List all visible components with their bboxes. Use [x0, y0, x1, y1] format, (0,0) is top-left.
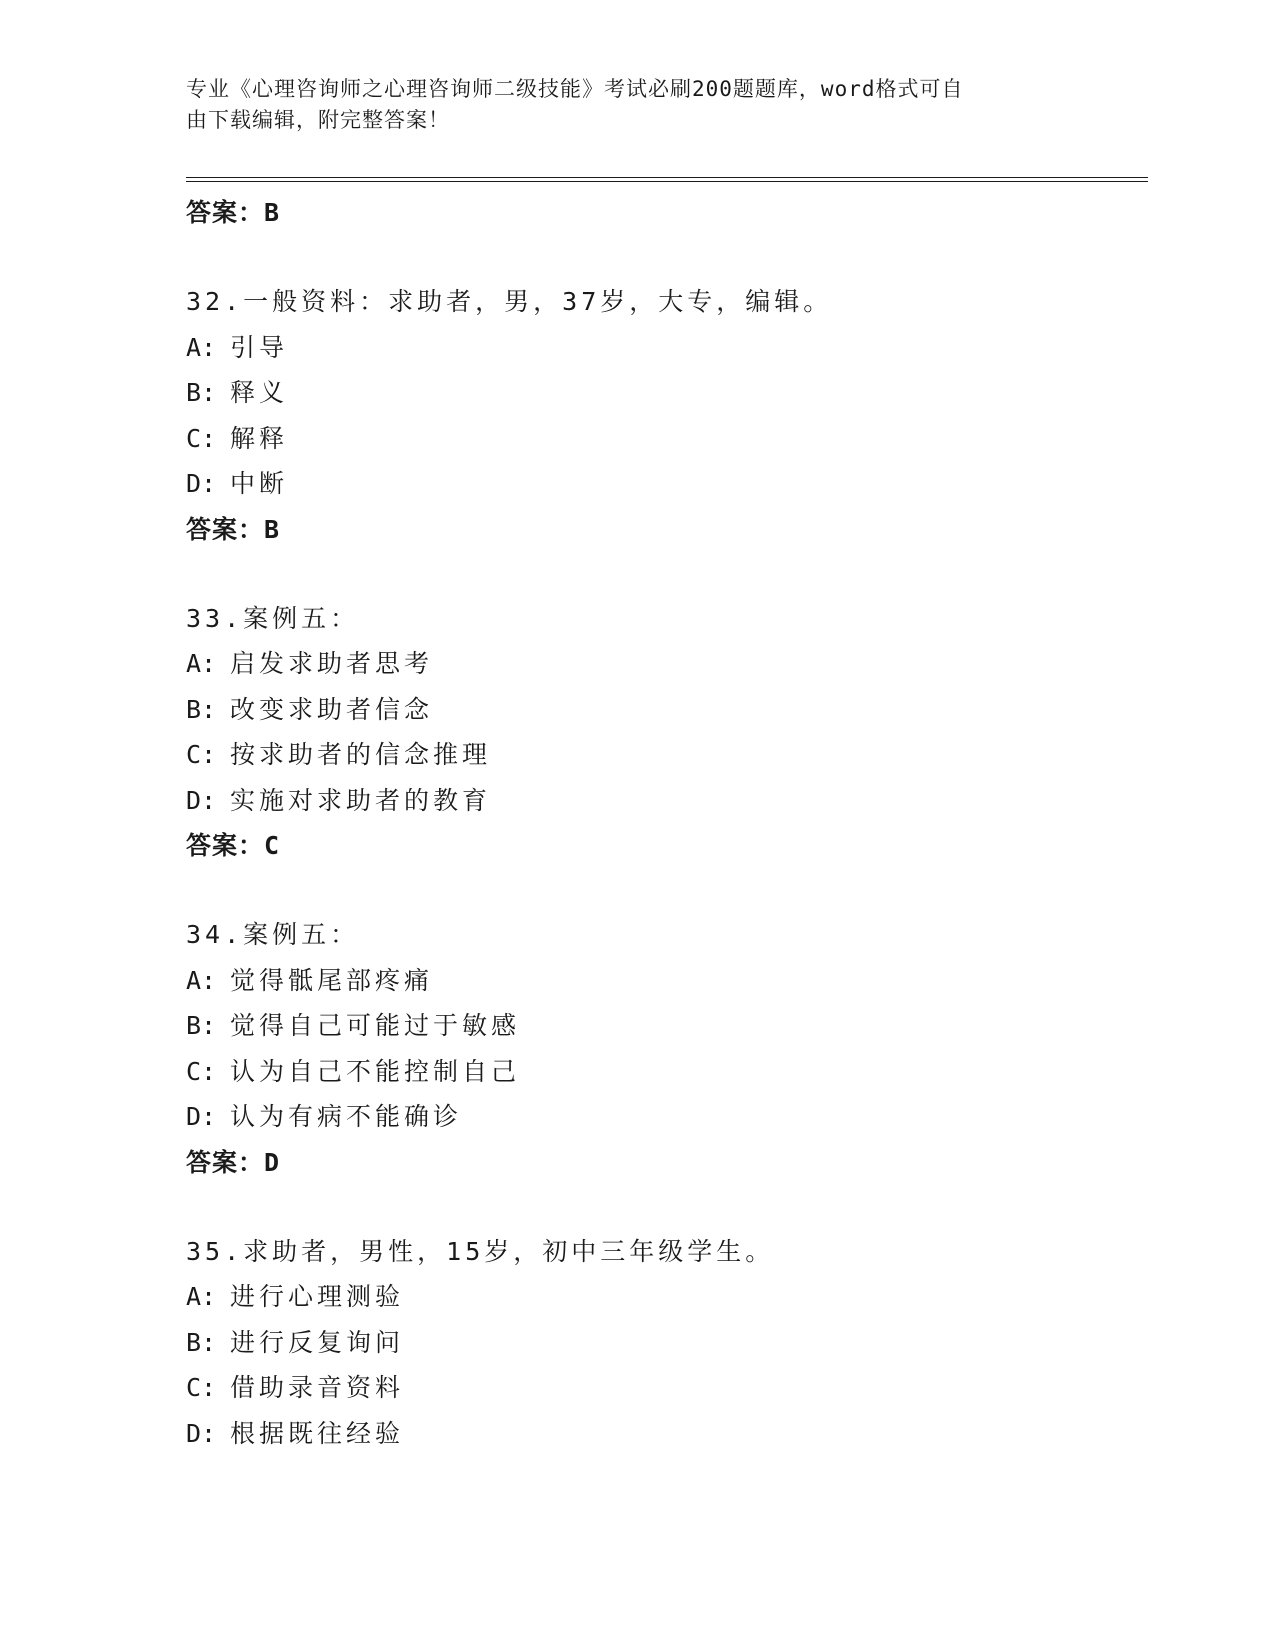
option-letter: C: — [186, 423, 217, 453]
option-letter: A: — [186, 1282, 217, 1311]
question-block — [186, 596, 1136, 870]
question-block — [186, 279, 1136, 553]
option-letter: C: — [186, 740, 217, 769]
option-letter: D: — [186, 1418, 217, 1448]
option-letter: C: — [186, 1373, 217, 1402]
option-text: 按求助者的信念推理 — [230, 740, 492, 769]
option-text: 引导 — [230, 332, 289, 362]
option-text: 改变求助者信念 — [230, 694, 434, 724]
option-d — [186, 1411, 1136, 1457]
option-text: 解释 — [230, 423, 289, 453]
spacer — [186, 1186, 1136, 1229]
previous-answer: 答案：B — [186, 198, 281, 227]
option-letter: C: — [186, 1056, 217, 1086]
header-line-2: 由下载编辑，附完整答案！ — [186, 108, 450, 132]
option-letter: A: — [186, 649, 217, 678]
option-letter: B: — [186, 378, 217, 407]
option-b — [186, 1320, 1136, 1366]
question-text: 33.案例五： — [186, 603, 360, 633]
option-a — [186, 641, 1136, 687]
option-letter: A: — [186, 332, 217, 362]
option-d — [186, 1094, 1136, 1140]
option-b — [186, 1003, 1136, 1049]
option-text: 认为自己不能控制自己 — [230, 1056, 521, 1086]
option-c — [186, 1365, 1136, 1411]
option-letter: B: — [186, 694, 217, 724]
answer-line: 答案：C — [186, 831, 281, 860]
question-list — [186, 190, 1136, 1456]
answer-line: 答案：D — [186, 1147, 281, 1177]
question-block — [186, 912, 1136, 1186]
option-a — [186, 958, 1136, 1004]
option-a — [186, 325, 1136, 371]
option-d — [186, 778, 1136, 824]
option-letter: D: — [186, 1102, 217, 1131]
document-header — [186, 74, 1066, 136]
option-letter: A: — [186, 965, 217, 995]
option-letter: D: — [186, 469, 217, 498]
option-text: 实施对求助者的教育 — [230, 785, 492, 815]
question-text: 32.一般资料：求助者，男，37岁，大专，编辑。 — [186, 287, 833, 316]
option-letter: B: — [186, 1327, 217, 1357]
option-b — [186, 370, 1136, 416]
option-b — [186, 687, 1136, 733]
spacer — [186, 869, 1136, 912]
answer-line: 答案：B — [186, 514, 281, 544]
header-divider-top — [186, 177, 1148, 178]
option-text: 觉得自己可能过于敏感 — [230, 1011, 521, 1040]
spacer — [186, 236, 1136, 279]
option-a — [186, 1274, 1136, 1320]
spacer — [186, 553, 1136, 596]
option-c — [186, 732, 1136, 778]
option-text: 觉得骶尾部疼痛 — [230, 965, 434, 995]
option-text: 借助录音资料 — [230, 1373, 405, 1402]
question-text: 35.求助者，男性，15岁，初中三年级学生。 — [186, 1236, 775, 1266]
option-text: 启发求助者思考 — [230, 649, 434, 678]
header-line-1: 专业《心理咨询师之心理咨询师二级技能》考试必刷200题题库，word格式可自 — [186, 77, 964, 101]
option-text: 认为有病不能确诊 — [230, 1102, 463, 1131]
option-c — [186, 416, 1136, 462]
option-text: 释义 — [230, 378, 289, 407]
option-letter: B: — [186, 1011, 217, 1040]
option-text: 中断 — [230, 469, 289, 498]
header-divider-bottom — [186, 181, 1148, 182]
question-block — [186, 1229, 1136, 1457]
option-letter: D: — [186, 785, 217, 815]
option-text: 进行反复询问 — [230, 1327, 405, 1357]
question-text: 34.案例五： — [186, 920, 360, 949]
option-text: 根据既往经验 — [230, 1418, 405, 1448]
option-c — [186, 1049, 1136, 1095]
option-d — [186, 461, 1136, 507]
option-text: 进行心理测验 — [230, 1282, 405, 1311]
